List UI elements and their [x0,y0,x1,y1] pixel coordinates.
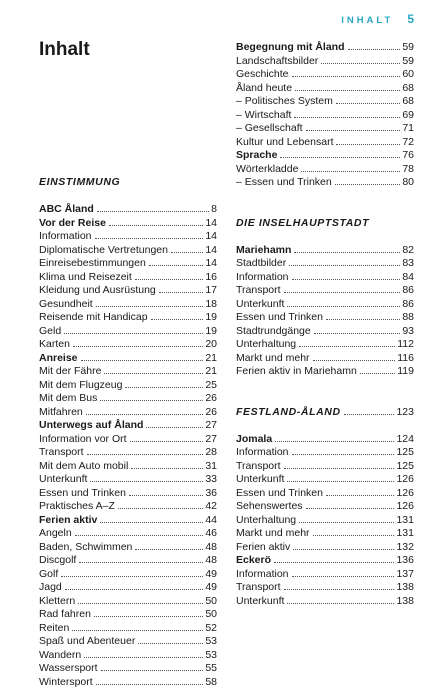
dot-leader [146,427,203,428]
toc-entry[interactable] [39,676,217,689]
spacer [236,230,414,244]
toc-entry-title: Landschaftsbilder [236,55,318,69]
toc-entry-title: Wandern [39,649,81,663]
toc-entry-page: 28 [205,446,217,460]
toc-entry-page: 93 [402,325,414,339]
dot-leader [275,441,394,442]
toc-entry-title: Unterwegs auf Åland [39,419,143,433]
toc-entry-title: Unterkunft [236,595,284,609]
dot-leader [159,292,204,293]
dot-leader [295,90,400,91]
toc-entry[interactable] [236,487,414,501]
dot-leader [301,171,400,172]
toc-entry-title: Klettern [39,595,75,609]
toc-entry-title: Einreisebestimmungen [39,257,146,271]
toc-entry-page: 126 [396,487,414,501]
toc-entry[interactable] [236,271,414,285]
toc-entry[interactable] [39,203,217,217]
toc-entry[interactable] [39,649,217,663]
toc-entry-title: Diplomatische Vertretungen [39,244,168,258]
spacer [39,190,217,204]
dot-leader [100,400,203,401]
dot-leader [118,508,203,509]
dot-leader [287,603,394,604]
toc-entry-page: 21 [205,352,217,366]
dot-leader [336,103,400,104]
dot-leader [294,252,400,253]
toc-entry-page: 119 [397,365,414,379]
toc-entry[interactable] [236,298,414,312]
toc-entry-page: 58 [205,676,217,689]
toc-entry[interactable] [236,568,414,582]
toc-entry-page: 16 [205,271,217,285]
toc-entry[interactable] [39,365,217,379]
toc-entry-page: 18 [205,298,217,312]
toc-entry[interactable] [236,82,414,96]
toc-entry[interactable] [39,271,217,285]
toc-entry-page: 17 [205,284,217,298]
dot-leader [90,481,203,482]
dot-leader [299,522,394,523]
dot-leader [306,130,401,131]
toc-entry-title: Geschichte [236,68,289,82]
dot-leader [306,508,395,509]
toc-entry[interactable] [39,433,217,447]
toc-entry[interactable] [236,257,414,271]
spacer [236,190,414,204]
dot-leader [293,549,394,550]
toc-entry[interactable] [236,554,414,568]
section-heading: DIE INSELHAUPTSTADT [236,217,414,231]
dot-leader [149,265,204,266]
toc-entry[interactable] [236,284,414,298]
dot-leader [292,576,395,577]
toc-entry-title: Praktisches A–Z [39,500,115,514]
toc-entry-page: 21 [205,365,217,379]
toc-entry-title: Golf [39,568,58,582]
toc-entry-title: Information [236,568,289,582]
page-number: 5 [407,12,414,26]
toc-entry[interactable] [39,635,217,649]
toc-entry-page: 137 [396,568,414,582]
toc-entry[interactable] [39,325,217,339]
dot-leader [84,657,203,658]
toc-entry-page: 60 [402,68,414,82]
dot-leader [274,562,394,563]
toc-entry[interactable] [236,581,414,595]
toc-entry-title: Mit der Fähre [39,365,101,379]
toc-entry-title: – Politisches System [236,95,333,109]
spacer [236,392,414,406]
toc-entry[interactable] [39,406,217,420]
toc-entry[interactable] [39,352,217,366]
toc-entry[interactable] [39,568,217,582]
toc-entry-page: 80 [402,176,414,190]
toc-entry-page: 55 [205,662,217,676]
dot-leader [130,441,204,442]
toc-entry-title: Transport [236,581,281,595]
dot-leader [72,630,203,631]
toc-entry[interactable] [236,122,414,136]
toc-entry-page: 68 [402,82,414,96]
toc-entry[interactable] [39,419,217,433]
toc-entry-page: 125 [396,460,414,474]
dot-leader [314,333,401,334]
toc-entry[interactable] [39,500,217,514]
toc-entry-page: 49 [205,568,217,582]
toc-entry[interactable] [236,95,414,109]
toc-entry-title: Jomala [236,433,272,447]
dot-leader [299,346,395,347]
toc-entry-title: Eckerö [236,554,271,568]
toc-entry[interactable] [39,284,217,298]
dot-leader [284,292,401,293]
dot-leader [284,468,395,469]
dot-leader [97,211,209,212]
toc-entry[interactable] [236,352,414,366]
toc-entry[interactable] [236,149,414,163]
toc-entry-page: 48 [205,554,217,568]
dot-leader [348,49,401,50]
toc-entry-title: Spaß und Abenteuer [39,635,135,649]
dot-leader [104,373,203,374]
toc-entry[interactable] [236,136,414,150]
toc-entry-page: 69 [402,109,414,123]
dot-leader [344,414,395,415]
dot-leader [292,454,395,455]
toc-entry-page: 48 [205,541,217,555]
toc-entry-title: Stadtrundgänge [236,325,311,339]
dot-leader [135,549,203,550]
toc-entry[interactable] [39,541,217,555]
toc-entry-title: Ferien aktiv [236,541,290,555]
toc-entry[interactable] [236,595,414,609]
toc-entry[interactable] [39,311,217,325]
toc-entry[interactable] [39,446,217,460]
toc-entry-title: Mit dem Auto mobil [39,460,128,474]
toc-entry[interactable] [236,514,414,528]
toc-entry-page: 14 [205,230,217,244]
dot-leader [129,495,203,496]
toc-entry-page: 123 [396,406,414,420]
toc-entry-title: Anreise [39,352,78,366]
toc-entry[interactable] [39,662,217,676]
dot-leader [171,252,203,253]
toc-entry-page: 76 [402,149,414,163]
toc-entry[interactable] [236,68,414,82]
dot-leader [321,63,400,64]
dot-leader [109,225,203,226]
toc-entry-page: 26 [205,406,217,420]
toc-entry-page: 50 [205,595,217,609]
toc-entry[interactable] [236,325,414,339]
toc-entry[interactable] [39,392,217,406]
toc-entry-page: 53 [205,635,217,649]
toc-entry[interactable] [236,500,414,514]
toc-entry[interactable] [236,446,414,460]
toc-entry-page: 71 [402,122,414,136]
dot-leader [73,346,203,347]
dot-leader [131,468,203,469]
dot-leader [78,603,203,604]
dot-leader [326,495,395,496]
toc-entry-title: Stadtbilder [236,257,286,271]
toc-entry-title: Klima und Reisezeit [39,271,132,285]
dot-leader [100,522,203,523]
toc-entry-title: Markt und mehr [236,527,310,541]
toc-entry-page: 131 [396,527,414,541]
toc-entry[interactable] [39,244,217,258]
toc-entry[interactable] [39,230,217,244]
dot-leader [336,144,400,145]
toc-entry-title: Markt und mehr [236,352,310,366]
toc-entry-title: FESTLAND-ÅLAND [236,406,341,420]
dot-leader [313,535,395,536]
toc-entry[interactable] [236,473,414,487]
toc-entry-page: 86 [402,284,414,298]
toc-entry-title: Essen und Trinken [39,487,126,501]
toc-entry-page: 59 [402,41,414,55]
toc-entry-page: 31 [205,460,217,474]
toc-entry-page: 126 [396,473,414,487]
dot-leader [65,589,204,590]
dot-leader [96,306,204,307]
toc-entry[interactable] [236,460,414,474]
toc-entry-page: 138 [396,595,414,609]
toc-entry-page: 126 [396,500,414,514]
toc-entry[interactable] [39,338,217,352]
toc-entry[interactable] [39,298,217,312]
dot-leader [81,360,204,361]
toc-entry-page: 125 [396,446,414,460]
toc-entry-title: Mit dem Bus [39,392,97,406]
section-heading: EINSTIMMUNG [39,176,217,190]
toc-entry-title: Kleidung und Ausrüstung [39,284,156,298]
toc-entry-page: 132 [396,541,414,555]
toc-entry-title: Unterhaltung [236,514,296,528]
toc-entry-title: Begegnung mit Åland [236,41,345,55]
toc-entry-page: 138 [396,581,414,595]
toc-entry-title: Jagd [39,581,62,595]
toc-entry[interactable] [236,338,414,352]
toc-entry-page: 86 [402,298,414,312]
dot-leader [287,306,400,307]
toc-entry-title: Vor der Reise [39,217,106,231]
toc-entry[interactable] [236,55,414,69]
toc-entry-title: Ferien aktiv in Mariehamn [236,365,357,379]
toc-entry-page: 25 [205,379,217,393]
toc-entry-title: Reisende mit Handicap [39,311,148,325]
toc-entry-title: – Gesellschaft [236,122,303,136]
toc-entry-title: Mariehamn [236,244,291,258]
toc-entry-title: Baden, Schwimmen [39,541,132,555]
toc-entry-title: Gesundheit [39,298,93,312]
toc-entry-title: Information [39,230,92,244]
dot-leader [360,373,395,374]
toc-entry-page: 44 [205,514,217,528]
dot-leader [101,670,204,671]
toc-entry[interactable] [39,487,217,501]
toc-entry-page: 50 [205,608,217,622]
toc-entry-title: Angeln [39,527,72,541]
toc-entry-title: Mit dem Flugzeug [39,379,122,393]
toc-entry-page: 59 [402,55,414,69]
toc-entry[interactable] [39,608,217,622]
toc-entry-title: ABC Åland [39,203,94,217]
toc-entry-title: Ferien aktiv [39,514,97,528]
dot-leader [94,616,203,617]
toc-entry[interactable] [39,257,217,271]
toc-entry-page: 136 [396,554,414,568]
spacer [236,379,414,393]
dot-leader [135,279,204,280]
toc-entry-page: 14 [205,257,217,271]
toc-entry-page: 84 [402,271,414,285]
dot-leader [95,238,204,239]
toc-entry[interactable] [236,541,414,555]
dot-leader [292,279,401,280]
toc-entry-page: 88 [402,311,414,325]
toc-entry-title: Åland heute [236,82,292,96]
dot-leader [86,414,204,415]
toc-entry[interactable] [236,365,414,379]
toc-entry[interactable] [39,581,217,595]
toc-entry-page: 53 [205,649,217,663]
dot-leader [75,535,204,536]
toc-entry-page: 72 [402,136,414,150]
toc-entry-page: 78 [402,163,414,177]
toc-entry-page: 19 [205,325,217,339]
toc-entry-title: Transport [39,446,84,460]
toc-entry-page: 49 [205,581,217,595]
dot-leader [151,319,204,320]
toc-entry-title: Information vor Ort [39,433,127,447]
dot-leader [138,643,203,644]
dot-leader [313,360,396,361]
toc-entry-title: Information [236,271,289,285]
toc-entry-title: Karten [39,338,70,352]
toc-entry[interactable] [39,527,217,541]
dot-leader [284,589,395,590]
dot-leader [287,481,394,482]
dot-leader [64,333,203,334]
toc-entry[interactable] [236,244,414,258]
toc-entry[interactable] [236,433,414,447]
dot-leader [125,387,203,388]
toc-entry[interactable] [39,379,217,393]
toc-entry[interactable] [236,311,414,325]
running-header [341,12,414,26]
dot-leader [326,319,400,320]
toc-entry-title: Unterkunft [236,473,284,487]
toc-entry-title: Essen und Trinken [236,311,323,325]
toc-entry[interactable] [236,163,414,177]
toc-entry-title: Discgolf [39,554,76,568]
toc-entry-page: 52 [205,622,217,636]
toc-entry-page: 124 [396,433,414,447]
dot-leader [335,184,401,185]
dot-leader [294,117,400,118]
toc-entry-title: Unterhaltung [236,338,296,352]
toc-entry[interactable] [39,622,217,636]
toc-entry-title: Transport [236,284,281,298]
toc-entry-title: Unterkunft [236,298,284,312]
toc-entry-title: Geld [39,325,61,339]
toc-entry[interactable] [39,217,217,231]
toc-entry-page: 20 [205,338,217,352]
section-heading-entry[interactable] [236,406,414,420]
toc-entry-title: Mitfahren [39,406,83,420]
toc-entry[interactable] [39,554,217,568]
toc-entry-page: 83 [402,257,414,271]
toc-entry[interactable] [236,527,414,541]
toc-entry[interactable] [39,595,217,609]
toc-entry-page: 14 [205,217,217,231]
toc-column-right [236,41,414,608]
toc-entry-page: 131 [396,514,414,528]
dot-leader [280,157,400,158]
toc-entry-title: Wörterkladde [236,163,298,177]
toc-entry-title: Essen und Trinken [236,487,323,501]
toc-entry-page: 27 [205,433,217,447]
toc-entry[interactable] [236,176,414,190]
toc-entry-title: Wintersport [39,676,93,689]
toc-entry-title: – Essen und Trinken [236,176,332,190]
dot-leader [61,576,203,577]
toc-entry[interactable] [39,473,217,487]
toc-entry-page: 82 [402,244,414,258]
toc-entry-page: 33 [205,473,217,487]
toc-entry-page: 8 [211,203,217,217]
dot-leader [79,562,203,563]
toc-entry-page: 27 [205,419,217,433]
toc-entry[interactable] [39,460,217,474]
toc-entry-title: Rad fahren [39,608,91,622]
toc-entry-title: Kultur und Lebensart [236,136,333,150]
toc-entry-title: Reiten [39,622,69,636]
running-header-label: INHALT [341,15,393,26]
toc-entry-page: 26 [205,392,217,406]
toc-column-left [39,176,217,689]
spacer [236,419,414,433]
toc-entry-title: Wassersport [39,662,98,676]
dot-leader [292,76,401,77]
toc-entry[interactable] [236,41,414,55]
dot-leader [87,454,204,455]
toc-entry-title: Unterkunft [39,473,87,487]
toc-entry-page: 116 [397,352,414,366]
spacer [236,203,414,217]
toc-entry[interactable] [39,514,217,528]
toc-entry-page: 19 [205,311,217,325]
toc-entry-page: 14 [205,244,217,258]
toc-entry-title: – Wirtschaft [236,109,291,123]
toc-entry[interactable] [236,109,414,123]
toc-entry-page: 36 [205,487,217,501]
toc-entry-page: 42 [205,500,217,514]
toc-entry-title: Sehenswertes [236,500,303,514]
page-title: Inhalt [39,39,90,61]
dot-leader [96,684,204,685]
toc-entry-title: Information [236,446,289,460]
dot-leader [289,265,400,266]
toc-entry-page: 68 [402,95,414,109]
toc-entry-title: Transport [236,460,281,474]
toc-entry-page: 46 [205,527,217,541]
toc-entry-page: 112 [397,338,414,352]
toc-entry-title: Sprache [236,149,277,163]
